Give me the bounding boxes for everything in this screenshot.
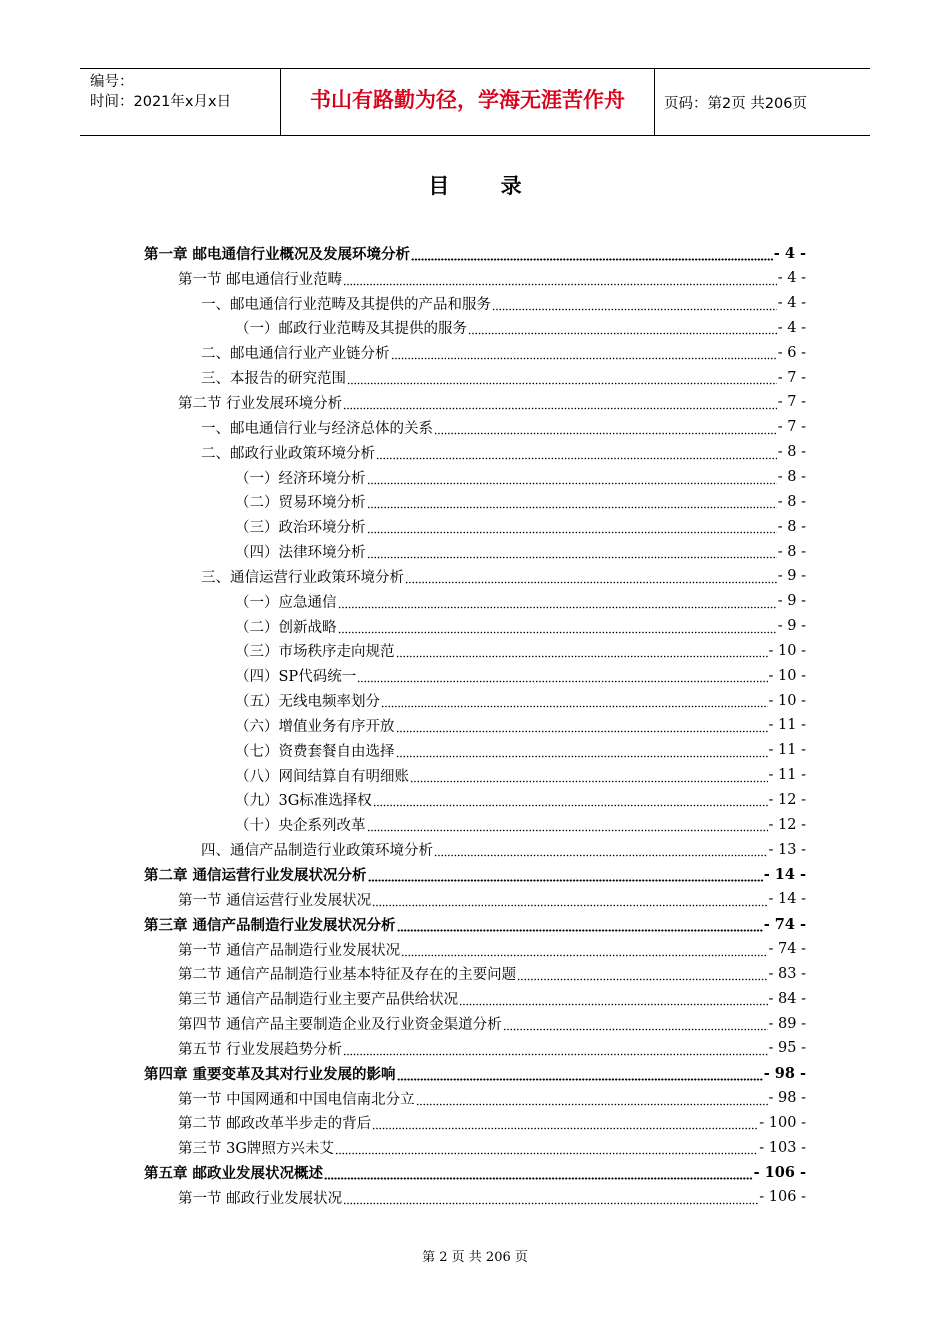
toc-dot-leader xyxy=(367,531,777,534)
toc-dot-leader xyxy=(397,1078,763,1081)
toc-entry[interactable] xyxy=(235,713,806,738)
toc-dot-leader xyxy=(343,1202,758,1205)
toc-entry-title: （二）贸易环境分析 xyxy=(235,495,366,512)
toc-entry[interactable] xyxy=(235,738,806,763)
toc-entry-title: 第三节 3G牌照方兴未艾 xyxy=(178,1141,334,1158)
toc-entry-page: - 95 - xyxy=(768,1040,806,1057)
toc-entry[interactable] xyxy=(235,788,806,813)
toc-entry[interactable] xyxy=(235,514,806,539)
page-footer: 第 2 页 共 206 页 xyxy=(422,1250,528,1265)
toc-entry[interactable] xyxy=(178,1086,806,1111)
toc-entry[interactable] xyxy=(201,415,806,440)
toc-entry[interactable] xyxy=(235,316,806,341)
toc-entry-page: - 74 - xyxy=(768,941,806,958)
toc-dot-leader xyxy=(367,556,777,559)
toc-entry-title: （一）邮政行业范畴及其提供的服务 xyxy=(235,321,467,338)
toc-entry[interactable] xyxy=(178,1111,806,1136)
toc-dot-leader xyxy=(338,606,777,609)
toc-entry-title: 三、本报告的研究范围 xyxy=(201,371,346,388)
toc-dot-leader xyxy=(434,432,777,435)
toc-dot-leader xyxy=(396,655,768,658)
toc-dot-leader xyxy=(368,879,763,882)
toc-entry-title: （三）市场秩序走向规范 xyxy=(235,644,395,661)
header-bottom-rule xyxy=(80,135,870,136)
toc-entry-title: 第四章 重要变革及其对行业发展的影响 xyxy=(144,1065,396,1083)
toc-entry[interactable] xyxy=(235,812,806,837)
toc-entry-page: - 4 - xyxy=(777,270,806,287)
toc-dot-leader xyxy=(396,755,768,758)
toc-entry-title: 三、通信运营行业政策环境分析 xyxy=(201,569,404,586)
toc-dot-leader xyxy=(401,954,767,957)
toc-entry-title: 第一章 邮电通信行业概况及发展环境分析 xyxy=(144,245,411,263)
toc-dot-leader xyxy=(468,332,777,335)
toc-dot-leader xyxy=(373,804,768,807)
toc-entry[interactable] xyxy=(201,291,806,316)
toc-entry-page: - 89 - xyxy=(768,1015,806,1032)
toc-dot-leader xyxy=(396,730,768,733)
toc-entry[interactable] xyxy=(144,1160,806,1185)
toc-entry[interactable] xyxy=(178,887,806,912)
toc-entry-title: （五）无线电频率划分 xyxy=(235,694,380,711)
toc-entry-page: - 4 - xyxy=(777,319,806,336)
toc-entry-title: （三）政治环境分析 xyxy=(235,520,366,537)
toc-entry-title: 一、邮电通信行业与经济总体的关系 xyxy=(201,420,433,437)
toc-entry-title: （十）央企系列改革 xyxy=(235,818,366,835)
toc-entry-title: 第二节 邮政改革半步走的背后 xyxy=(178,1116,372,1133)
toc-entry-page: - 106 - xyxy=(759,1189,806,1206)
toc-entry-title: （四）法律环境分析 xyxy=(235,545,366,562)
toc-dot-leader xyxy=(343,1053,767,1056)
toc-dot-leader xyxy=(376,457,777,460)
toc-entry[interactable] xyxy=(178,961,806,986)
toc-entry-page: - 74 - xyxy=(763,915,806,933)
toc-entry-page: - 12 - xyxy=(768,791,806,808)
table-of-contents xyxy=(0,241,950,1210)
header-divider-right xyxy=(654,68,655,136)
toc-entry-page: - 8 - xyxy=(777,469,806,486)
toc-entry[interactable] xyxy=(178,266,806,291)
header-motto: 书山有路勤为径，学海无涯苦作舟 xyxy=(310,88,625,112)
toc-entry-title: 第一节 通信运营行业发展状况 xyxy=(178,892,372,909)
toc-entry-page: - 106 - xyxy=(753,1164,806,1182)
header-time-label: 时间：2021年x月x日 xyxy=(90,94,232,110)
toc-dot-leader xyxy=(367,482,777,485)
toc-entry[interactable] xyxy=(178,390,806,415)
toc-entry-title: 一、邮电通信行业范畴及其提供的产品和服务 xyxy=(201,296,491,313)
toc-dot-leader xyxy=(381,705,768,708)
toc-entry[interactable] xyxy=(144,912,806,937)
toc-dot-leader xyxy=(372,904,767,907)
toc-dot-leader xyxy=(492,308,777,311)
toc-dot-leader xyxy=(367,506,777,509)
toc-dot-leader xyxy=(434,854,768,857)
toc-entry[interactable] xyxy=(235,489,806,514)
toc-dot-leader xyxy=(335,1152,758,1155)
toc-entry-title: （九）3G标准选择权 xyxy=(235,793,372,810)
toc-entry-title: 第一节 邮政行业发展状况 xyxy=(178,1190,343,1207)
toc-entry-page: - 9 - xyxy=(777,568,806,585)
toc-entry[interactable] xyxy=(235,614,806,639)
toc-entry-page: - 4 - xyxy=(777,295,806,312)
toc-dot-leader xyxy=(391,357,777,360)
toc-entry-page: - 6 - xyxy=(777,344,806,361)
toc-entry-title: 第一节 邮电通信行业范畴 xyxy=(178,271,343,288)
header-page-info: 页码：第2页 共206页 xyxy=(664,96,808,112)
toc-entry[interactable] xyxy=(235,589,806,614)
toc-entry-page: - 83 - xyxy=(768,965,806,982)
toc-entry-page: - 7 - xyxy=(777,419,806,436)
toc-dot-leader xyxy=(397,929,763,932)
toc-entry-page: - 8 - xyxy=(777,518,806,535)
toc-dot-leader xyxy=(324,1177,753,1180)
toc-dot-leader xyxy=(416,1103,768,1106)
toc-entry-page: - 14 - xyxy=(768,891,806,908)
toc-entry-title: 第三章 通信产品制造行业发展状况分析 xyxy=(144,916,396,934)
toc-entry-title: （二）创新战略 xyxy=(235,619,337,636)
toc-title: 目 录 xyxy=(428,174,544,198)
toc-entry-title: （六）增值业务有序开放 xyxy=(235,718,395,735)
toc-entry-page: - 11 - xyxy=(768,717,806,734)
toc-entry-page: - 7 - xyxy=(777,369,806,386)
toc-entry-title: （八）网间结算自有明细账 xyxy=(235,768,409,785)
toc-entry-page: - 84 - xyxy=(768,990,806,1007)
toc-entry[interactable] xyxy=(201,564,806,589)
toc-entry[interactable] xyxy=(178,1135,806,1160)
toc-entry-page: - 12 - xyxy=(768,816,806,833)
header-left-cell xyxy=(90,72,231,112)
toc-dot-leader xyxy=(372,1127,758,1130)
toc-entry-page: - 10 - xyxy=(768,667,806,684)
toc-entry-title: （七）资费套餐自由选择 xyxy=(235,743,395,760)
toc-entry[interactable] xyxy=(178,1011,806,1036)
toc-entry-page: - 10 - xyxy=(768,692,806,709)
toc-entry-title: 二、邮政行业政策环境分析 xyxy=(201,445,375,462)
toc-entry-title: 第四节 通信产品主要制造企业及行业资金渠道分析 xyxy=(178,1017,502,1034)
toc-entry[interactable] xyxy=(178,986,806,1011)
toc-entry-page: - 9 - xyxy=(777,593,806,610)
toc-entry-page: - 10 - xyxy=(768,642,806,659)
toc-entry-page: - 11 - xyxy=(768,742,806,759)
toc-entry-title: 第一节 中国网通和中国电信南北分立 xyxy=(178,1091,415,1108)
toc-entry-title: 第二节 通信产品制造行业基本特征及存在的主要问题 xyxy=(178,967,517,984)
toc-entry-page: - 7 - xyxy=(777,394,806,411)
toc-dot-leader xyxy=(338,631,777,634)
toc-entry-page: - 98 - xyxy=(768,1090,806,1107)
toc-entry-page: - 9 - xyxy=(777,618,806,635)
toc-entry-title: 第五章 邮政业发展状况概述 xyxy=(144,1165,324,1183)
toc-entry[interactable] xyxy=(235,539,806,564)
toc-entry-title: 第五节 行业发展趋势分析 xyxy=(178,1041,343,1058)
toc-dot-leader xyxy=(459,1003,767,1006)
toc-entry-title: 第二节 行业发展环境分析 xyxy=(178,395,343,412)
toc-entry-page: - 100 - xyxy=(759,1114,806,1131)
toc-entry-title: （一）应急通信 xyxy=(235,594,337,611)
toc-entry-title: （四）SP代码统一 xyxy=(235,669,357,686)
toc-dot-leader xyxy=(405,581,777,584)
toc-dot-leader xyxy=(347,382,777,385)
toc-entry-page: - 8 - xyxy=(777,444,806,461)
toc-entry[interactable] xyxy=(178,1036,806,1061)
toc-dot-leader xyxy=(343,407,777,410)
toc-entry-page: - 98 - xyxy=(763,1064,806,1082)
toc-entry-title: 第一节 通信产品制造行业发展状况 xyxy=(178,942,401,959)
toc-entry[interactable] xyxy=(144,241,806,266)
toc-dot-leader xyxy=(367,829,768,832)
toc-dot-leader xyxy=(410,780,768,783)
toc-entry[interactable] xyxy=(235,763,806,788)
toc-entry[interactable] xyxy=(201,365,806,390)
toc-dot-leader xyxy=(411,258,773,261)
toc-entry-page: - 4 - xyxy=(773,244,806,262)
toc-dot-leader xyxy=(517,978,767,981)
header-top-rule xyxy=(80,68,870,69)
toc-entry[interactable] xyxy=(235,663,806,688)
toc-entry[interactable] xyxy=(201,837,806,862)
toc-entry-page: - 13 - xyxy=(768,841,806,858)
toc-entry-page: - 103 - xyxy=(759,1139,806,1156)
toc-dot-leader xyxy=(503,1028,768,1031)
toc-entry-title: 第三节 通信产品制造行业主要产品供给状况 xyxy=(178,992,459,1009)
toc-entry-page: - 11 - xyxy=(768,767,806,784)
toc-entry[interactable] xyxy=(235,688,806,713)
toc-entry-page: - 14 - xyxy=(763,866,806,884)
header-number-label: 编号： xyxy=(90,74,134,90)
toc-entry[interactable] xyxy=(144,1061,806,1086)
toc-entry[interactable] xyxy=(144,862,806,887)
toc-entry-title: 二、邮电通信行业产业链分析 xyxy=(201,346,390,363)
toc-entry[interactable] xyxy=(235,465,806,490)
toc-entry-title: 第二章 通信运营行业发展状况分析 xyxy=(144,867,367,885)
toc-entry[interactable] xyxy=(178,937,806,962)
toc-entry-page: - 8 - xyxy=(777,543,806,560)
toc-entry[interactable] xyxy=(201,440,806,465)
toc-entry[interactable] xyxy=(235,639,806,664)
toc-entry-page: - 8 - xyxy=(777,493,806,510)
toc-dot-leader xyxy=(357,680,767,683)
toc-dot-leader xyxy=(343,283,777,286)
toc-entry-title: 四、通信产品制造行业政策环境分析 xyxy=(201,843,433,860)
toc-entry[interactable] xyxy=(201,340,806,365)
toc-entry-title: （一）经济环境分析 xyxy=(235,470,366,487)
toc-entry[interactable] xyxy=(178,1185,806,1210)
